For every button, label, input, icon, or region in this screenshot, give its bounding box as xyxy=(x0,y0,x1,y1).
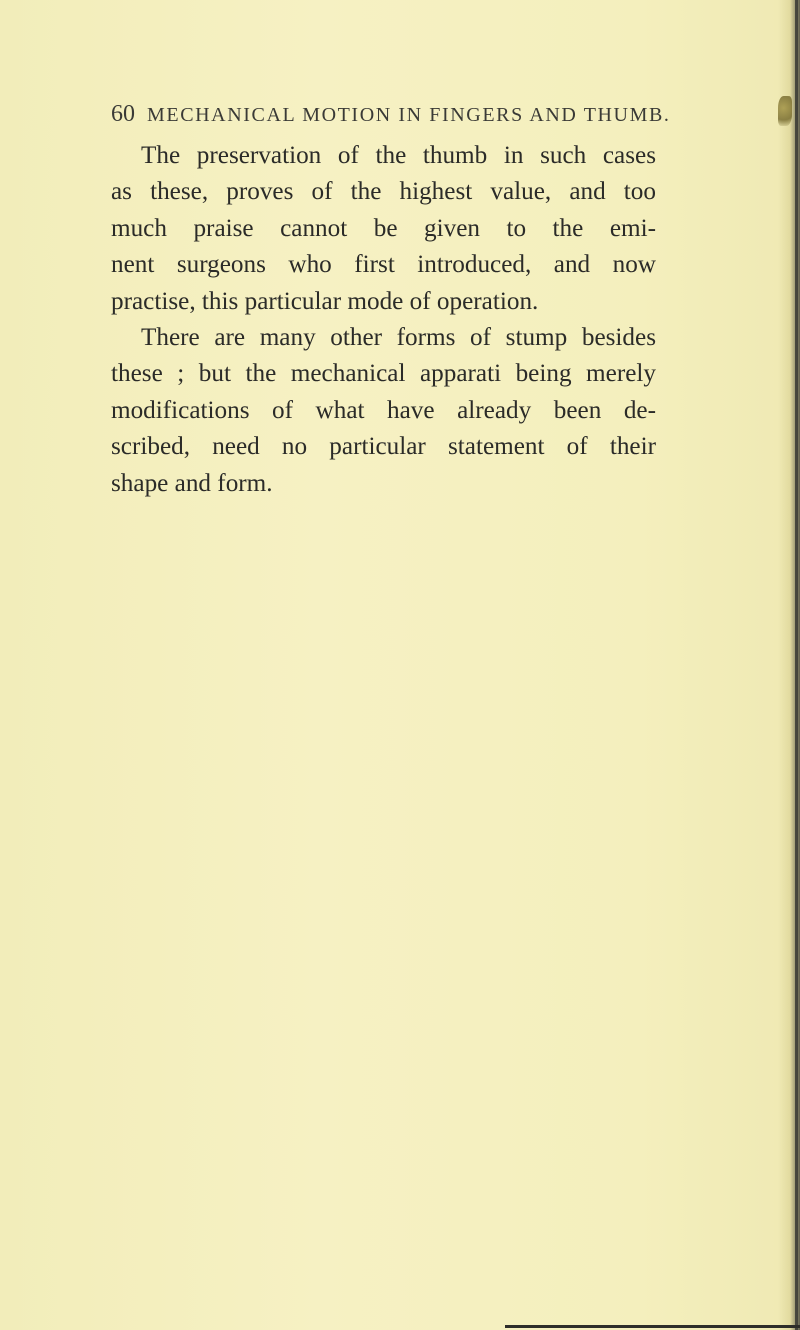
page-number: 60 xyxy=(111,101,135,127)
text-line: practise, this particular mode of operation. xyxy=(111,287,539,315)
running-head xyxy=(111,101,771,128)
text-line: modifications of what have already been de- xyxy=(111,396,656,424)
text-line: as these, proves of the highest value, and too xyxy=(111,178,656,206)
text-line: There are many other forms of stump besides xyxy=(141,324,656,352)
text-line: these ; but the mechanical apparati being merely xyxy=(111,360,656,388)
bottom-rule xyxy=(505,1325,800,1328)
text-line: The preservation of the thumb in such cases xyxy=(141,142,656,169)
text-line: nent surgeons who first introduced, and now xyxy=(111,251,656,279)
text-line: much praise cannot be given to the emi- xyxy=(111,214,656,242)
body-paragraphs xyxy=(111,138,656,502)
page-edge-line xyxy=(795,0,798,1330)
text-line: scribed, need no particular statement of their xyxy=(111,433,656,461)
page-stain xyxy=(778,96,792,126)
text-line: shape and form. xyxy=(111,469,273,497)
running-title: MECHANICAL MOTION IN FINGERS AND THUMB. xyxy=(147,104,671,126)
